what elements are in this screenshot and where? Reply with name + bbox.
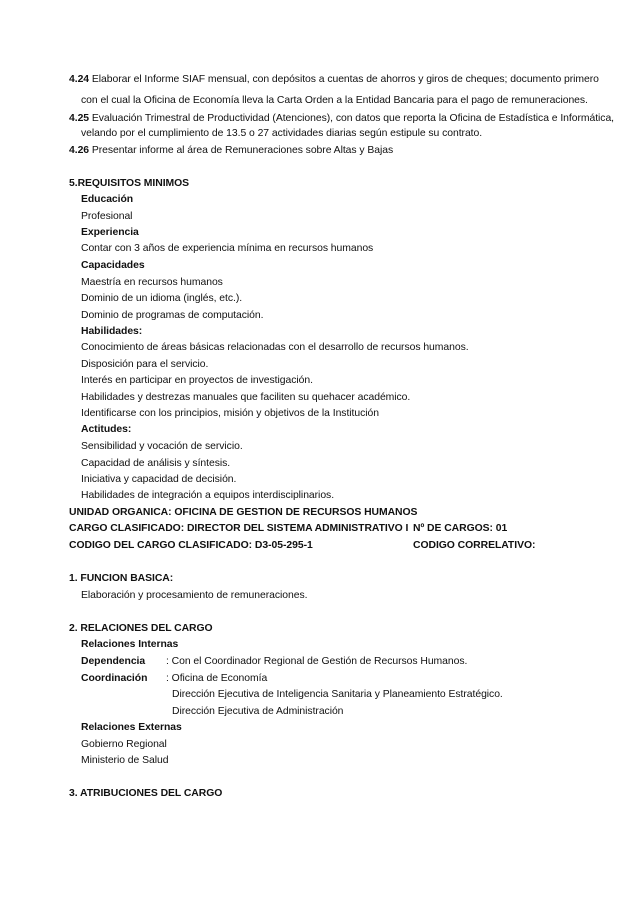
- item-4-25: [69, 112, 614, 126]
- actitud-item: Capacidad de análisis y síntesis.: [81, 458, 231, 469]
- habilidad-item: Interés en participar en proyectos de investigación.: [81, 375, 313, 386]
- codigo-correlativo: CODIGO CORRELATIVO:: [413, 540, 536, 551]
- dependencia-value: : Con el Coordinador Regional de Gestión de Recursos Humanos.: [166, 656, 468, 667]
- funcion-text: Elaboración y procesamiento de remuneraciones.: [81, 590, 308, 601]
- habilidad-item: Habilidades y destrezas manuales que faciliten su quehacer académico.: [81, 392, 411, 403]
- capacidad-item: Dominio de programas de computación.: [81, 310, 264, 321]
- actitudes-label: Actitudes:: [81, 424, 132, 435]
- item-4-26: [69, 144, 393, 158]
- coordinacion-item: Dirección Ejecutiva de Administración: [172, 706, 344, 717]
- coordinacion-item: Dirección Ejecutiva de Inteligencia Sanitaria y Planeamiento Estratégico.: [172, 689, 503, 700]
- educacion-label: Educación: [81, 194, 134, 205]
- experiencia-item: Contar con 3 años de experiencia mínima en recursos humanos: [81, 243, 374, 254]
- experiencia-label: Experiencia: [81, 227, 139, 238]
- numero-cargos: Nº DE CARGOS: 01: [413, 523, 508, 534]
- item-number: 4.24: [69, 74, 90, 85]
- coordinacion-label: Coordinación: [81, 673, 148, 684]
- capacidad-item: Dominio de un idioma (inglés, etc.).: [81, 293, 243, 304]
- actitud-item: Iniciativa y capacidad de decisión.: [81, 474, 237, 485]
- item-text: Elaborar el Informe SIAF mensual, con depósitos a cuentas de ahorros y giros de cheques; documento primero: [91, 74, 599, 85]
- relacion-externa-item: Gobierno Regional: [81, 739, 167, 750]
- capacidades-label: Capacidades: [81, 260, 145, 271]
- coordinacion-value: : Oficina de Economía: [166, 673, 268, 684]
- item-text-continuation: velando por el cumplimiento de 13.5 o 27 actividades diarias según estipule su contrato.: [81, 128, 483, 139]
- section-title-requisitos: 5.REQUISITOS MINIMOS: [69, 178, 190, 189]
- item-number: 4.25: [69, 113, 90, 124]
- item-text-continuation: con el cual la Oficina de Economía lleva la Carta Orden a la Entidad Bancaria para el pago de remuneraciones.: [81, 95, 588, 106]
- habilidades-label: Habilidades:: [81, 326, 143, 337]
- codigo-cargo: CODIGO DEL CARGO CLASIFICADO: D3-05-295-1: [69, 540, 313, 551]
- item-number: 4.26: [69, 145, 90, 156]
- actitud-item: Habilidades de integración a equipos interdisciplinarios.: [81, 490, 335, 501]
- item-text: Presentar informe al área de Remuneraciones sobre Altas y Bajas: [91, 145, 394, 156]
- section-title-atribuciones: 3. ATRIBUCIONES DEL CARGO: [69, 788, 223, 799]
- item-4-24: [69, 73, 599, 87]
- habilidad-item: Conocimiento de áreas básicas relacionadas con el desarrollo de recursos humanos.: [81, 342, 469, 353]
- item-text: Evaluación Trimestral de Productividad (Atenciones), con datos que reporta la Oficina de Estadística e Informática,: [91, 113, 615, 124]
- capacidad-item: Maestría en recursos humanos: [81, 277, 223, 288]
- educacion-item: Profesional: [81, 211, 133, 222]
- relacion-externa-item: Ministerio de Salud: [81, 755, 169, 766]
- relaciones-internas-label: Relaciones Internas: [81, 639, 179, 650]
- unidad-organica: UNIDAD ORGANICA: OFICINA DE GESTION DE RECURSOS HUMANOS: [69, 507, 418, 518]
- relaciones-externas-label: Relaciones Externas: [81, 722, 182, 733]
- section-title-relaciones: 2. RELACIONES DEL CARGO: [69, 623, 213, 634]
- cargo-clasificado: CARGO CLASIFICADO: DIRECTOR DEL SISTEMA ADMINISTRATIVO I: [69, 523, 409, 534]
- section-title-funcion: 1. FUNCION BASICA:: [69, 573, 174, 584]
- habilidad-item: Disposición para el servicio.: [81, 359, 209, 370]
- habilidad-item: Identificarse con los principios, misión y objetivos de la Institución: [81, 408, 379, 419]
- dependencia-label: Dependencia: [81, 656, 146, 667]
- actitud-item: Sensibilidad y vocación de servicio.: [81, 441, 243, 452]
